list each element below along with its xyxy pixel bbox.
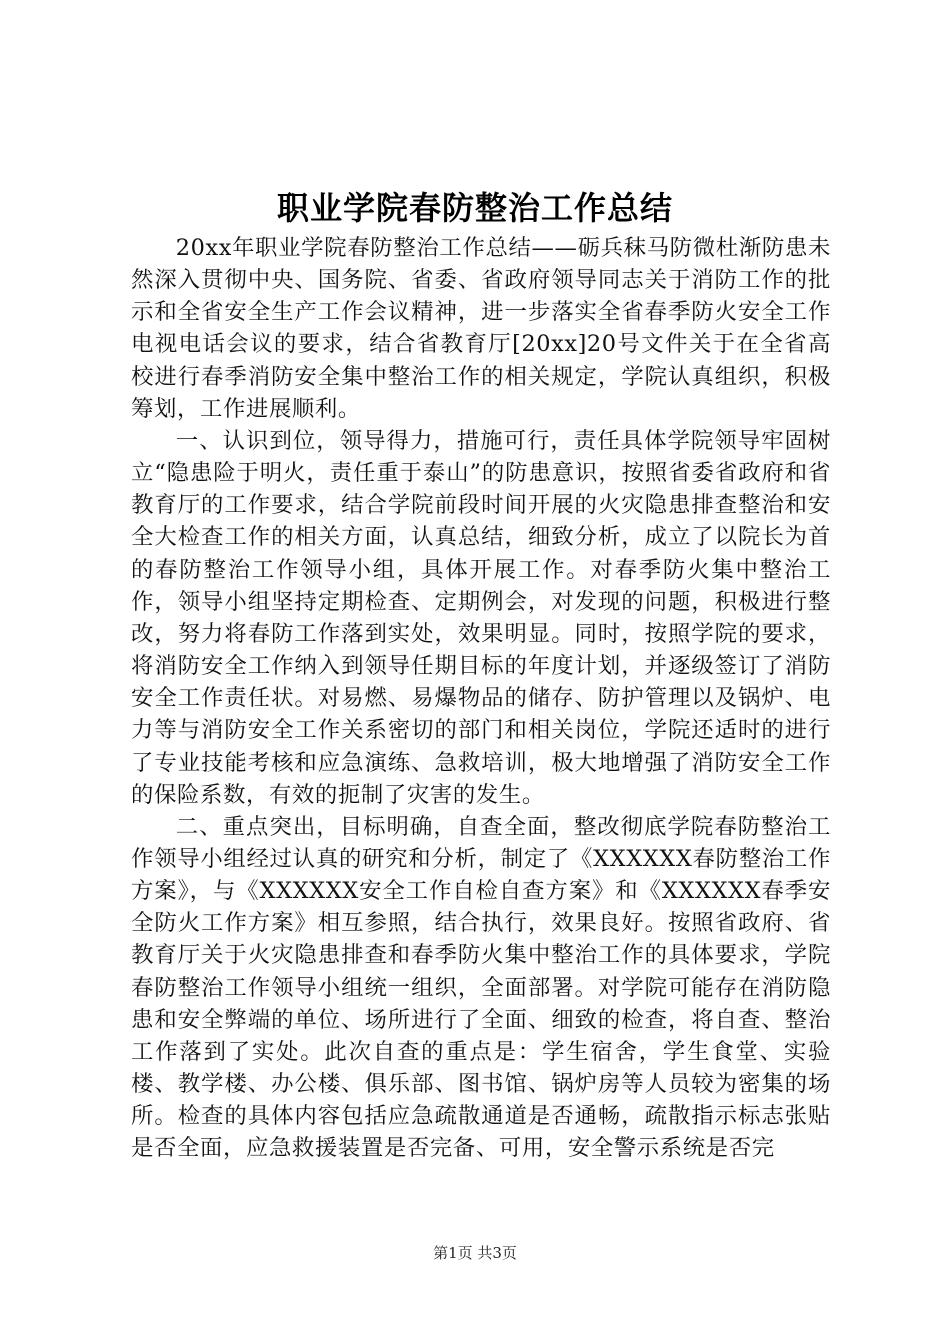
paragraph-intro: 20xx年职业学院春防整治工作总结——砺兵秣马防微杜渐防患未然深入贯彻中央、国务院、省委、省政府领导同志关于消防工作的批示和全省安全生产工作会议精神，进一步落实全省春季防火安全工作电视电话会议的要求，结合省教育厅[20xx]20号文件关于在全省高校进行春季消防安全集中整治工作的相关规定，学院认真组织，积极筹划，工作进展顺利。 xyxy=(131,235,831,422)
document-body xyxy=(131,232,831,1165)
document-title: 职业学院春防整治工作总结 xyxy=(276,189,673,227)
paragraph-section-two: 二、重点突出，目标明确，自查全面，整改彻底学院春防整治工作领导小组经过认真的研究和分析，制定了《XXXXXX春防整治工作方案》，与《XXXXXX安全工作自检自查方案》和《XXXXXX春季安全防火工作方案》相互参照，结合执行，效果良好。按照省政府、省教育厅关于火灾隐患排查和春季防火集中整治工作的具体要求，学院春防整治工作领导小组统一组织，全面部署。对学院可能存在消防隐患和安全弊端的单位、场所进行了全面、细致的检查，将自查、整治工作落到了实处。此次自查的重点是：学生宿舍，学生食堂、实验楼、教学楼、办公楼、俱乐部、图书馆、锅炉房等人员较为密集的场所。检查的具体内容包括应急疏散通道是否通畅，疏散指示标志张贴是否全面，应急救援装置是否完备、可用，安全警示系统是否完 xyxy=(131,813,831,1162)
page-footer: 第1页 共3页 xyxy=(433,1244,517,1262)
paragraph-section-one: 一、认识到位，领导得力，措施可行，责任具体学院领导牢固树立“隐患险于明火，责任重于泰山”的防患意识，按照省委省政府和省教育厅的工作要求，结合学院前段时间开展的火灾隐患排查整治和安全大检查工作的相关方面，认真总结，细致分析，成立了以院长为首的春防整治工作领导小组，具体开展工作。对春季防火集中整治工作，领导小组坚持定期检查、定期例会，对发现的问题，积极进行整改，努力将春防工作落到实处，效果明显。同时，按照学院的要求，将消防安全工作纳入到领导任期目标的年度计划，并逐级签订了消防安全工作责任状。对易燃、易爆物品的储存、防护管理以及锅炉、电力等与消防安全工作关系密切的部门和相关岗位，学院还适时的进行了专业技能考核和应急演练、急救培训，极大地增强了消防安全工作的保险系数，有效的扼制了灾害的发生。 xyxy=(131,427,831,808)
